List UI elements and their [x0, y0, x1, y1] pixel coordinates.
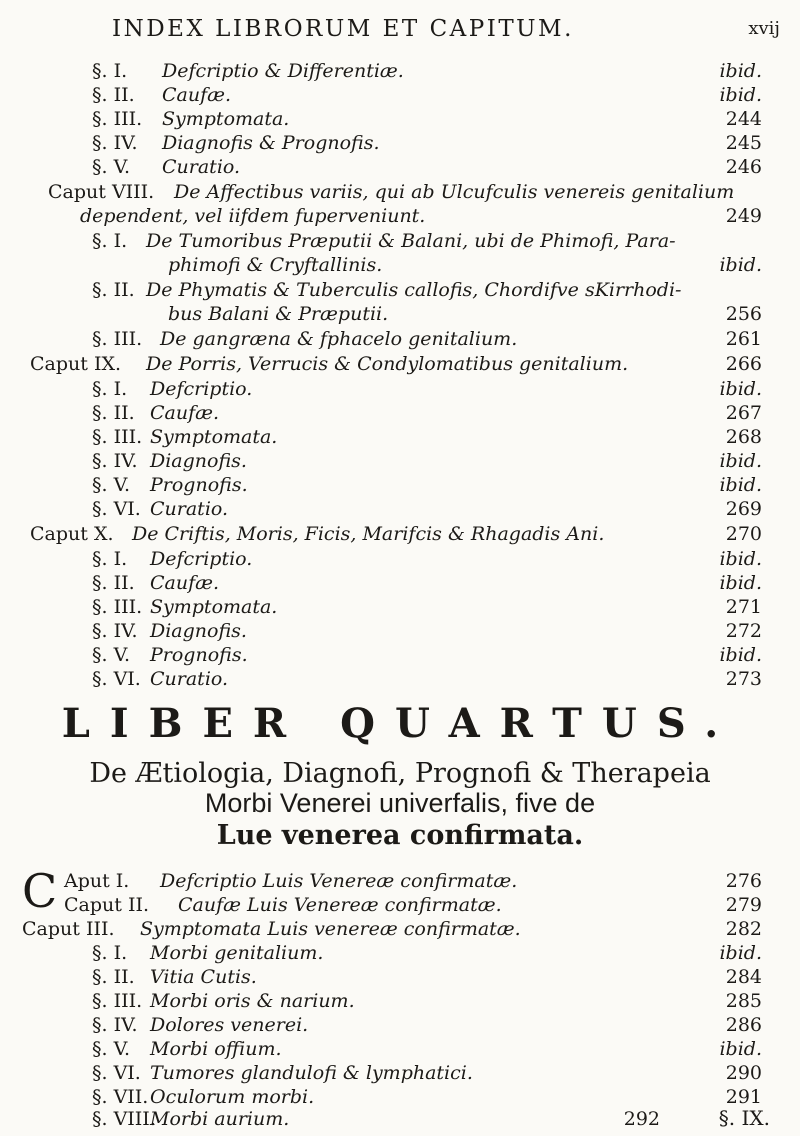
index-entry — [0, 279, 800, 305]
entry-label: §. I. — [92, 942, 128, 964]
chapter-label: Caput X. — [30, 523, 114, 545]
entry-page: 285 — [725, 990, 762, 1012]
book-subtitle-line1: De Ætiologia, Diagnofi, Prognofi & Therapeia — [89, 758, 711, 789]
entry-title: Curatio. — [162, 156, 241, 178]
index-entry — [0, 230, 800, 256]
entry-title: Tumores glandulofi & lymphatici. — [150, 1062, 473, 1084]
chapter-label: Aput I. — [64, 870, 130, 892]
entry-page: ibid. — [719, 60, 762, 82]
entry-title-cont: bus Balani & Præputii. — [168, 303, 389, 325]
entry-page: 291 — [725, 1086, 762, 1108]
entry-title: Morbi offium. — [150, 1038, 282, 1060]
entry-page: 244 — [725, 108, 762, 130]
book-subtitle-line2: Morbi Venerei univerfalis, five de — [204, 788, 596, 818]
entry-title: Vitia Cutis. — [150, 966, 257, 988]
entry-page: 268 — [725, 426, 762, 448]
entry-title: Defcriptio. — [150, 548, 253, 570]
entry-page: 261 — [725, 328, 762, 350]
entry-page: ibid. — [719, 644, 762, 666]
chapter-label: Caput VIII. — [48, 181, 155, 203]
entry-label: §. IV. — [92, 132, 138, 154]
chapter-heading — [0, 918, 800, 944]
entry-page: 256 — [725, 303, 762, 325]
entry-page: 246 — [725, 156, 762, 178]
entry-label: §. VIII. — [92, 1108, 156, 1130]
index-entry — [0, 990, 800, 1016]
entry-title: De Phymatis & Tuberculis callofis, Chordifve sKirrhodi- — [146, 279, 682, 301]
entry-title: Prognofis. — [150, 474, 248, 496]
index-entry — [0, 328, 800, 354]
entry-page: 292 — [623, 1108, 660, 1130]
entry-title: Prognofis. — [150, 644, 248, 666]
index-entry — [0, 620, 800, 646]
entry-label: §. III. — [92, 426, 143, 448]
entry-page: 271 — [725, 596, 762, 618]
entry-label: §. V. — [92, 474, 131, 496]
entry-title: Caufæ. — [150, 572, 220, 594]
entry-page: ibid. — [719, 572, 762, 594]
catchword: §. IX. — [718, 1106, 770, 1130]
entry-label: §. I. — [92, 60, 128, 82]
index-entry — [0, 156, 800, 182]
entry-page: 290 — [725, 1062, 762, 1084]
entry-page: ibid. — [719, 84, 762, 106]
chapter-heading — [0, 894, 800, 920]
chapter-title: Defcriptio Luis Venereæ confirmatæ. — [160, 870, 518, 892]
entry-title: Diagnofis & Prognofis. — [162, 132, 380, 154]
index-entry — [0, 402, 800, 428]
chapter-title: De Porris, Verrucis & Condylomatibus genitalium. — [146, 353, 629, 375]
page-number: xvij — [748, 18, 780, 39]
entry-title: Diagnofis. — [150, 620, 247, 642]
entry-title: Symptomata. — [150, 596, 278, 618]
entry-label: §. VI. — [92, 1062, 141, 1084]
chapter-label: Caput III. — [22, 918, 115, 940]
entry-page: ibid. — [719, 254, 762, 276]
index-entry — [0, 1038, 800, 1064]
index-entry — [0, 942, 800, 968]
index-entry — [0, 548, 800, 574]
chapter-title-cont: dependent, vel iifdem fuperveniunt. — [80, 205, 426, 227]
entry-page: 273 — [725, 668, 762, 690]
index-entry — [0, 378, 800, 404]
entry-title: Symptomata. — [150, 426, 278, 448]
index-entry — [0, 668, 800, 694]
drop-cap: C — [22, 864, 58, 918]
entry-page: ibid. — [719, 474, 762, 496]
entry-label: §. II. — [92, 402, 135, 424]
entry-title: Caufæ. — [162, 84, 232, 106]
chapter-title: Symptomata Luis venereæ confirmatæ. — [140, 918, 521, 940]
index-entry — [0, 132, 800, 158]
entry-title: Oculorum morbi. — [150, 1086, 315, 1108]
entry-label: §. V. — [92, 1038, 131, 1060]
entry-title: Diagnofis. — [150, 450, 247, 472]
entry-title: Defcriptio & Differentiæ. — [162, 60, 404, 82]
index-entry — [0, 426, 800, 452]
index-entry-cont — [0, 254, 800, 280]
index-entry — [0, 1014, 800, 1040]
chapter-heading — [0, 353, 800, 379]
chapter-heading-cont — [0, 205, 800, 231]
entry-label: §. VII. — [92, 1086, 149, 1108]
page-header — [60, 14, 780, 50]
index-entry — [0, 60, 800, 86]
index-entry — [0, 474, 800, 500]
entry-label: §. VI. — [92, 668, 141, 690]
entry-page: 267 — [725, 402, 762, 424]
chapter-title: De Criftis, Moris, Ficis, Marifcis & Rhagadis Ani. — [132, 523, 605, 545]
entry-title: Curatio. — [150, 498, 229, 520]
chapter-page: 279 — [725, 894, 762, 916]
entry-label: §. IV. — [92, 450, 138, 472]
index-entry — [0, 644, 800, 670]
entry-label: §. II. — [92, 84, 135, 106]
entry-label: §. VI. — [92, 498, 141, 520]
entry-title: Dolores venerei. — [150, 1014, 309, 1036]
entry-page: 272 — [725, 620, 762, 642]
entry-label: §. I. — [92, 548, 128, 570]
index-entry — [0, 108, 800, 134]
entry-title: Caufæ. — [150, 402, 220, 424]
chapter-page: 276 — [725, 870, 762, 892]
chapter-label: Caput IX. — [30, 353, 122, 375]
index-entry-cont — [0, 303, 800, 329]
entry-label: §. I. — [92, 230, 128, 252]
entry-title: De gangræna & fphacelo genitalium. — [160, 328, 518, 350]
chapter-page: 249 — [725, 205, 762, 227]
entry-page: ibid. — [719, 450, 762, 472]
index-entry — [0, 84, 800, 110]
book-subtitle-line3: Lue venerea confirmata. — [216, 820, 584, 851]
entry-page: 245 — [725, 132, 762, 154]
entry-label: §. IV. — [92, 1014, 138, 1036]
entry-title: Morbi genitalium. — [150, 942, 324, 964]
entry-label: §. IV. — [92, 620, 138, 642]
entry-label: §. III. — [92, 108, 143, 130]
entry-label: §. II. — [92, 966, 135, 988]
running-title: INDEX LIBRORUM ET CAPITUM. — [112, 16, 574, 42]
book-heading: LIBER QUARTUS. — [61, 700, 739, 747]
entry-title-cont: phimofi & Cryftallinis. — [168, 254, 383, 276]
entry-page: ibid. — [719, 1038, 762, 1060]
entry-title: Defcriptio. — [150, 378, 253, 400]
chapter-label: Caput II. — [64, 894, 149, 916]
chapter-page: 282 — [725, 918, 762, 940]
chapter-heading — [0, 181, 800, 207]
entry-title: Morbi aurium. — [150, 1108, 290, 1130]
chapter-heading — [0, 870, 800, 896]
entry-title: De Tumoribus Præputii & Balani, ubi de Phimofi, Para- — [146, 230, 676, 252]
entry-page: 286 — [725, 1014, 762, 1036]
index-entry — [0, 1062, 800, 1088]
entry-page: ibid. — [719, 378, 762, 400]
entry-label: §. III. — [92, 328, 143, 350]
entry-label: §. V. — [92, 644, 131, 666]
index-entry — [0, 596, 800, 622]
index-entry — [0, 572, 800, 598]
chapter-title: Caufæ Luis Venereæ confirmatæ. — [178, 894, 502, 916]
chapter-page: 270 — [725, 523, 762, 545]
entry-page: ibid. — [719, 548, 762, 570]
entry-page: ibid. — [719, 942, 762, 964]
entry-label: §. III. — [92, 990, 143, 1012]
chapter-title: De Affectibus variis, qui ab Ulcufculis venereis genitalium — [174, 181, 735, 203]
entry-label: §. II. — [92, 572, 135, 594]
index-entry — [0, 966, 800, 992]
entry-label: §. V. — [92, 156, 131, 178]
entry-page: 269 — [725, 498, 762, 520]
entry-title: Curatio. — [150, 668, 229, 690]
entry-label: §. II. — [92, 279, 135, 301]
entry-label: §. I. — [92, 378, 128, 400]
chapter-page: 266 — [725, 353, 762, 375]
entry-title: Symptomata. — [162, 108, 290, 130]
index-entry — [0, 1108, 800, 1134]
index-entry — [0, 498, 800, 524]
entry-label: §. III. — [92, 596, 143, 618]
chapter-heading — [0, 523, 800, 549]
entry-page: 284 — [725, 966, 762, 988]
index-entry — [0, 450, 800, 476]
entry-title: Morbi oris & narium. — [150, 990, 355, 1012]
